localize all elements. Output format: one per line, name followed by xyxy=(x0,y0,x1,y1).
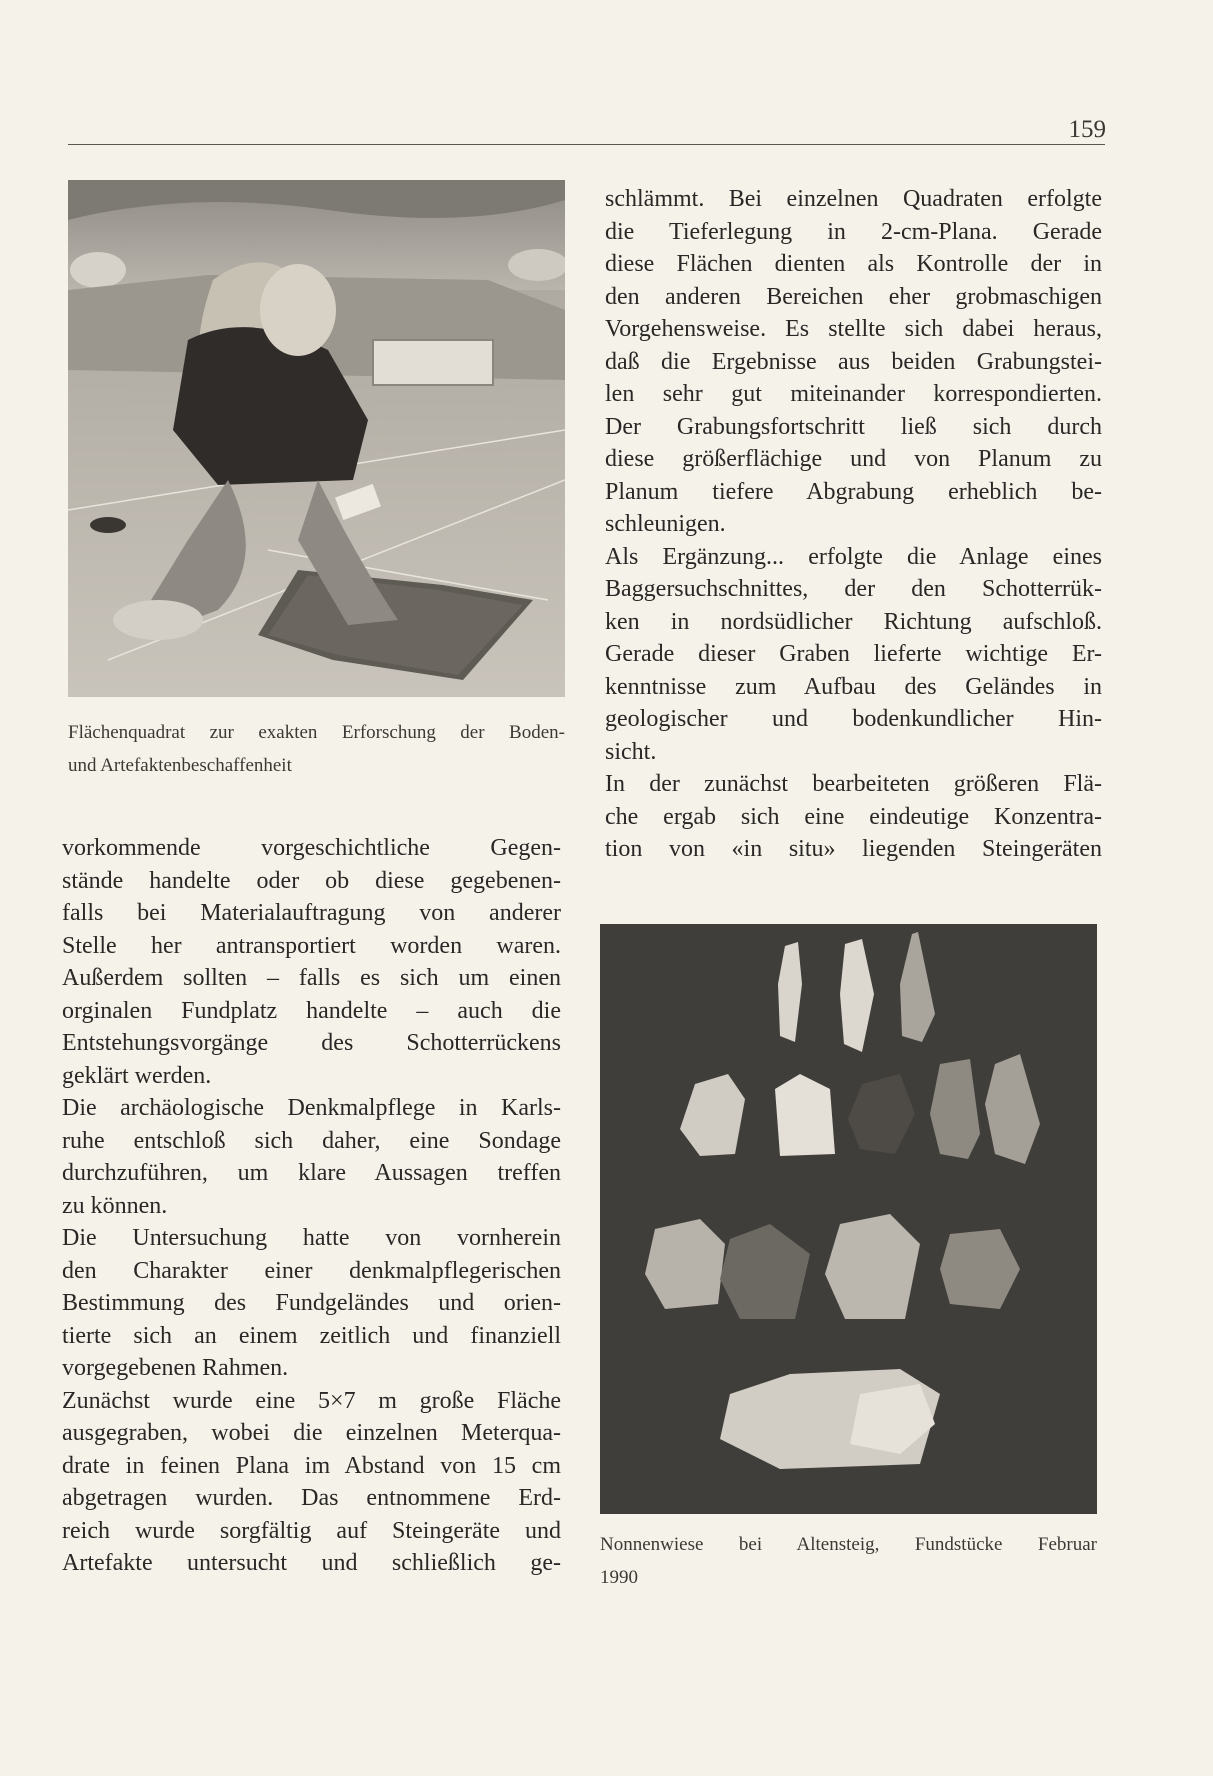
text-line: geologischer und bodenkundlicher Hin- xyxy=(605,706,1102,732)
text-line: Zunächst wurde eine 5×7 m große Fläche xyxy=(62,1387,561,1414)
text-line: tion von «in situ» liegenden Steingeräten xyxy=(605,836,1102,862)
text-line: Vorgehensweise. Es stellte sich dabei heraus, xyxy=(605,316,1102,342)
text-line: Die Untersuchung hatte von vornherein xyxy=(62,1225,561,1251)
text-line: den anderen Bereichen eher grobmaschigen xyxy=(605,283,1102,310)
text-line: die Tieferlegung in 2-cm-Plana. Gerade xyxy=(605,218,1102,245)
text-line: Außerdem sollten – falls es sich um einen xyxy=(62,965,561,991)
text-line: Die archäologische Denkmalpflege in Karls- xyxy=(62,1095,561,1121)
text-line: ruhe entschloß sich daher, eine Sondage xyxy=(62,1127,561,1154)
caption-line: 1990 xyxy=(600,1566,638,1588)
text-line: schlämmt. Bei einzelnen Quadraten erfolgte xyxy=(605,186,1102,212)
text-line: diese größerflächige und von Planum zu xyxy=(605,446,1102,472)
text-line: Der Grabungsfortschritt ließ sich durch xyxy=(605,413,1102,440)
text-line: den Charakter einer denkmalpflegerischen xyxy=(62,1257,561,1284)
text-line: Als Ergänzung... erfolgte die Anlage eines xyxy=(605,543,1102,570)
caption-line: Flächenquadrat zur exakten Erforschung der Boden- xyxy=(68,722,565,743)
text-line: Planum tiefere Abgrabung erheblich be- xyxy=(605,478,1102,505)
artifacts-photo xyxy=(600,924,1097,1514)
figure-caption-right xyxy=(600,1532,1097,1597)
text-line: ken in nordsüdlicher Richtung aufschloß. xyxy=(605,608,1102,635)
text-line: Baggersuchschnittes, der den Schotterrük- xyxy=(605,576,1102,602)
text-line: ausgegraben, wobei die einzelnen Meterqua- xyxy=(62,1420,561,1446)
caption-line: und Artefaktenbeschaffenheit xyxy=(68,754,292,776)
text-line: daß die Ergebnisse aus beiden Grabungstei- xyxy=(605,348,1102,375)
header-rule xyxy=(68,144,1105,145)
right-text-column xyxy=(605,183,1102,866)
text-line: Stelle her antransportiert worden waren. xyxy=(62,932,561,959)
text-line: reich wurde sorgfältig auf Steingeräte und xyxy=(62,1517,561,1544)
text-line: Artefakte untersucht und schließlich ge- xyxy=(62,1550,561,1576)
text-line: falls bei Materialauftragung von anderer xyxy=(62,900,561,926)
excavation-photo-image xyxy=(68,180,565,697)
text-line: drate in feinen Plana im Abstand von 15 cm xyxy=(62,1452,561,1479)
text-line: vorkommende vorgeschichtliche Gegen- xyxy=(62,835,561,861)
text-line: tierte sich an einem zeitlich und finanziell xyxy=(62,1322,561,1349)
artifacts-photo-image xyxy=(600,924,1097,1514)
text-line: geklärt werden. xyxy=(62,1062,212,1089)
excavation-photo xyxy=(68,180,565,697)
page-number: 159 xyxy=(1068,116,1106,143)
text-line: Entstehungsvorgänge des Schotterrückens xyxy=(62,1030,561,1056)
text-line: In der zunächst bearbeiteten größeren Flä- xyxy=(605,771,1102,797)
text-line: durchzuführen, um klare Aussagen treffen xyxy=(62,1160,561,1186)
text-line: orginalen Fundplatz handelte – auch die xyxy=(62,997,561,1024)
text-line: stände handelte oder ob diese gegebenen- xyxy=(62,867,561,894)
text-line: kenntnisse zum Aufbau des Geländes in xyxy=(605,673,1102,700)
text-line: sicht. xyxy=(605,738,657,765)
text-line: Gerade dieser Graben lieferte wichtige Er- xyxy=(605,641,1102,667)
text-line: che ergab sich eine eindeutige Konzentra- xyxy=(605,803,1102,830)
text-line: len sehr gut miteinander korrespondierten. xyxy=(605,381,1102,407)
text-line: abgetragen wurden. Das entnommene Erd- xyxy=(62,1485,561,1511)
text-line: diese Flächen dienten als Kontrolle der in xyxy=(605,251,1102,277)
figure-caption-left xyxy=(68,720,565,785)
text-line: schleunigen. xyxy=(605,511,726,537)
text-line: Bestimmung des Fundgeländes und orien- xyxy=(62,1290,561,1316)
caption-line: Nonnenwiese bei Altensteig, Fundstücke Februar xyxy=(600,1534,1097,1555)
text-line: vorgegebenen Rahmen. xyxy=(62,1355,289,1381)
text-line: zu können. xyxy=(62,1192,168,1219)
left-text-column xyxy=(62,832,561,1580)
